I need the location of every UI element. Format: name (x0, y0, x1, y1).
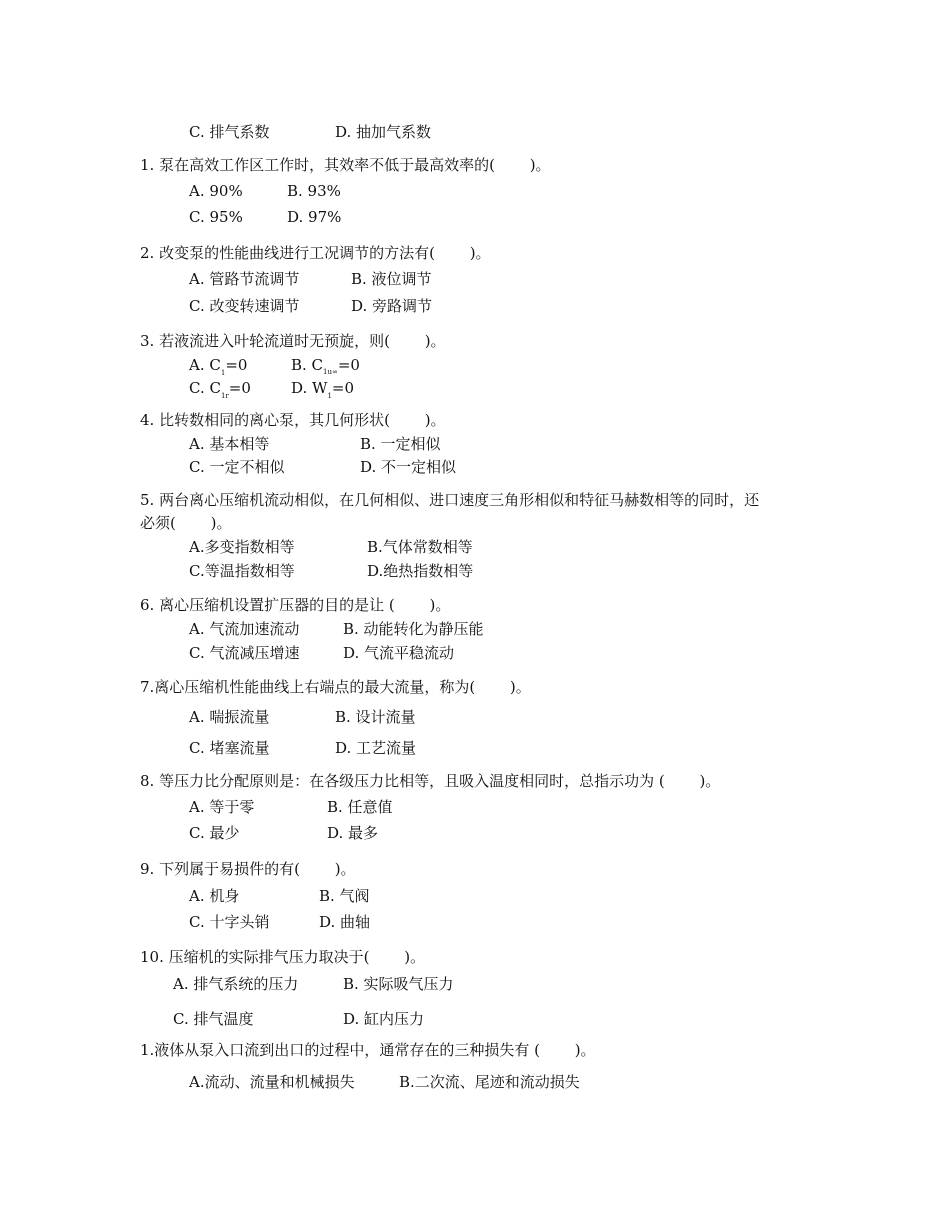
option-d: D.绝热指数相等 (367, 562, 474, 580)
option-a: A. 气流加速流动 (189, 620, 300, 638)
option-b: B. $C_{1u\infty}=0$ (291, 356, 360, 376)
option-d: D. 气流平稳流动 (343, 644, 455, 662)
option-b: B. 一定相似 (360, 435, 441, 453)
option-b: B. 93% (287, 182, 341, 200)
option-a: A. 机身 (189, 887, 240, 905)
option-c: C. 最少 (189, 824, 240, 842)
option-a: A. 管路节流调节 (189, 270, 300, 288)
question-stem: 7.离心压缩机性能曲线上右端点的最大流量，称为( )。 (140, 678, 531, 696)
option-c: C. 95% (189, 208, 243, 226)
option-d: D. 旁路调节 (351, 297, 433, 315)
option-c: C. 堵塞流量 (189, 739, 270, 757)
question-stem: 1. 泵在高效工作区工作时，其效率不低于最高效率的( )。 (140, 156, 551, 174)
option-b: B.二次流、尾迹和流动损失 (399, 1073, 580, 1091)
option-c: C. $C_{1r}=0$ (189, 379, 251, 400)
option-d: D. 工艺流量 (335, 739, 417, 757)
option-b: B. 动能转化为静压能 (343, 620, 484, 638)
option-a: A. 喘振流量 (189, 708, 270, 726)
option-c: C. 改变转速调节 (189, 297, 300, 315)
option-d: D. 不一定相似 (360, 458, 457, 476)
option-d: D. 97% (287, 208, 342, 226)
question-stem: 6. 离心压缩机设置扩压器的目的是让 ( )。 (140, 596, 451, 614)
option-a: A. 90% (189, 182, 243, 200)
question-stem: 3. 若液流进入叶轮流道时无预旋，则( )。 (140, 332, 446, 350)
option-b: B.气体常数相等 (367, 538, 473, 556)
option-b: B. 实际吸气压力 (343, 975, 454, 993)
option-b: B. 设计流量 (335, 708, 416, 726)
question-stem: 1.液体从泵入口流到出口的过程中，通常存在的三种损失有 ( )。 (140, 1041, 596, 1059)
option-c: C.等温指数相等 (189, 562, 295, 580)
option-c: C. 气流减压增速 (189, 644, 300, 662)
option-c: C. 排气系数 (189, 123, 270, 141)
option-d: D. 曲轴 (319, 913, 371, 931)
question-stem-continued: 必须( )。 (140, 514, 232, 532)
option-a: A. 等于零 (189, 798, 255, 816)
option-a: A.流动、流量和机械损失 (189, 1073, 355, 1091)
option-d: D. 抽加气系数 (335, 123, 432, 141)
question-stem: 4. 比转数相同的离心泵，其几何形状( )。 (140, 411, 446, 429)
option-a: A. 排气系统的压力 (173, 975, 299, 993)
question-stem: 9. 下列属于易损件的有( )。 (140, 860, 356, 878)
option-d: D. 最多 (327, 824, 379, 842)
option-d: D. 缸内压力 (343, 1010, 425, 1028)
option-b: B. 液位调节 (351, 270, 432, 288)
option-a: A. 基本相等 (189, 435, 270, 453)
option-a: A.多变指数相等 (189, 538, 295, 556)
option-c: C. 排气温度 (173, 1010, 254, 1028)
option-b: B. 气阀 (319, 887, 370, 905)
option-d: D. $W_1=0$ (291, 379, 355, 400)
option-a: A. $C_1=0$ (189, 356, 248, 377)
question-stem: 8. 等压力比分配原则是：在各级压力比相等，且吸入温度相同时，总指示功为 ( )。 (140, 772, 721, 790)
question-stem: 5. 两台离心压缩机流动相似，在几何相似、进口速度三角形相似和特征马赫数相等的同时，还 (140, 491, 760, 509)
question-stem: 10. 压缩机的实际排气压力取决于( )。 (140, 948, 426, 966)
option-c: C. 一定不相似 (189, 458, 285, 476)
option-b: B. 任意值 (327, 798, 393, 816)
option-c: C. 十字头销 (189, 913, 270, 931)
question-stem: 2. 改变泵的性能曲线进行工况调节的方法有( )。 (140, 244, 491, 262)
